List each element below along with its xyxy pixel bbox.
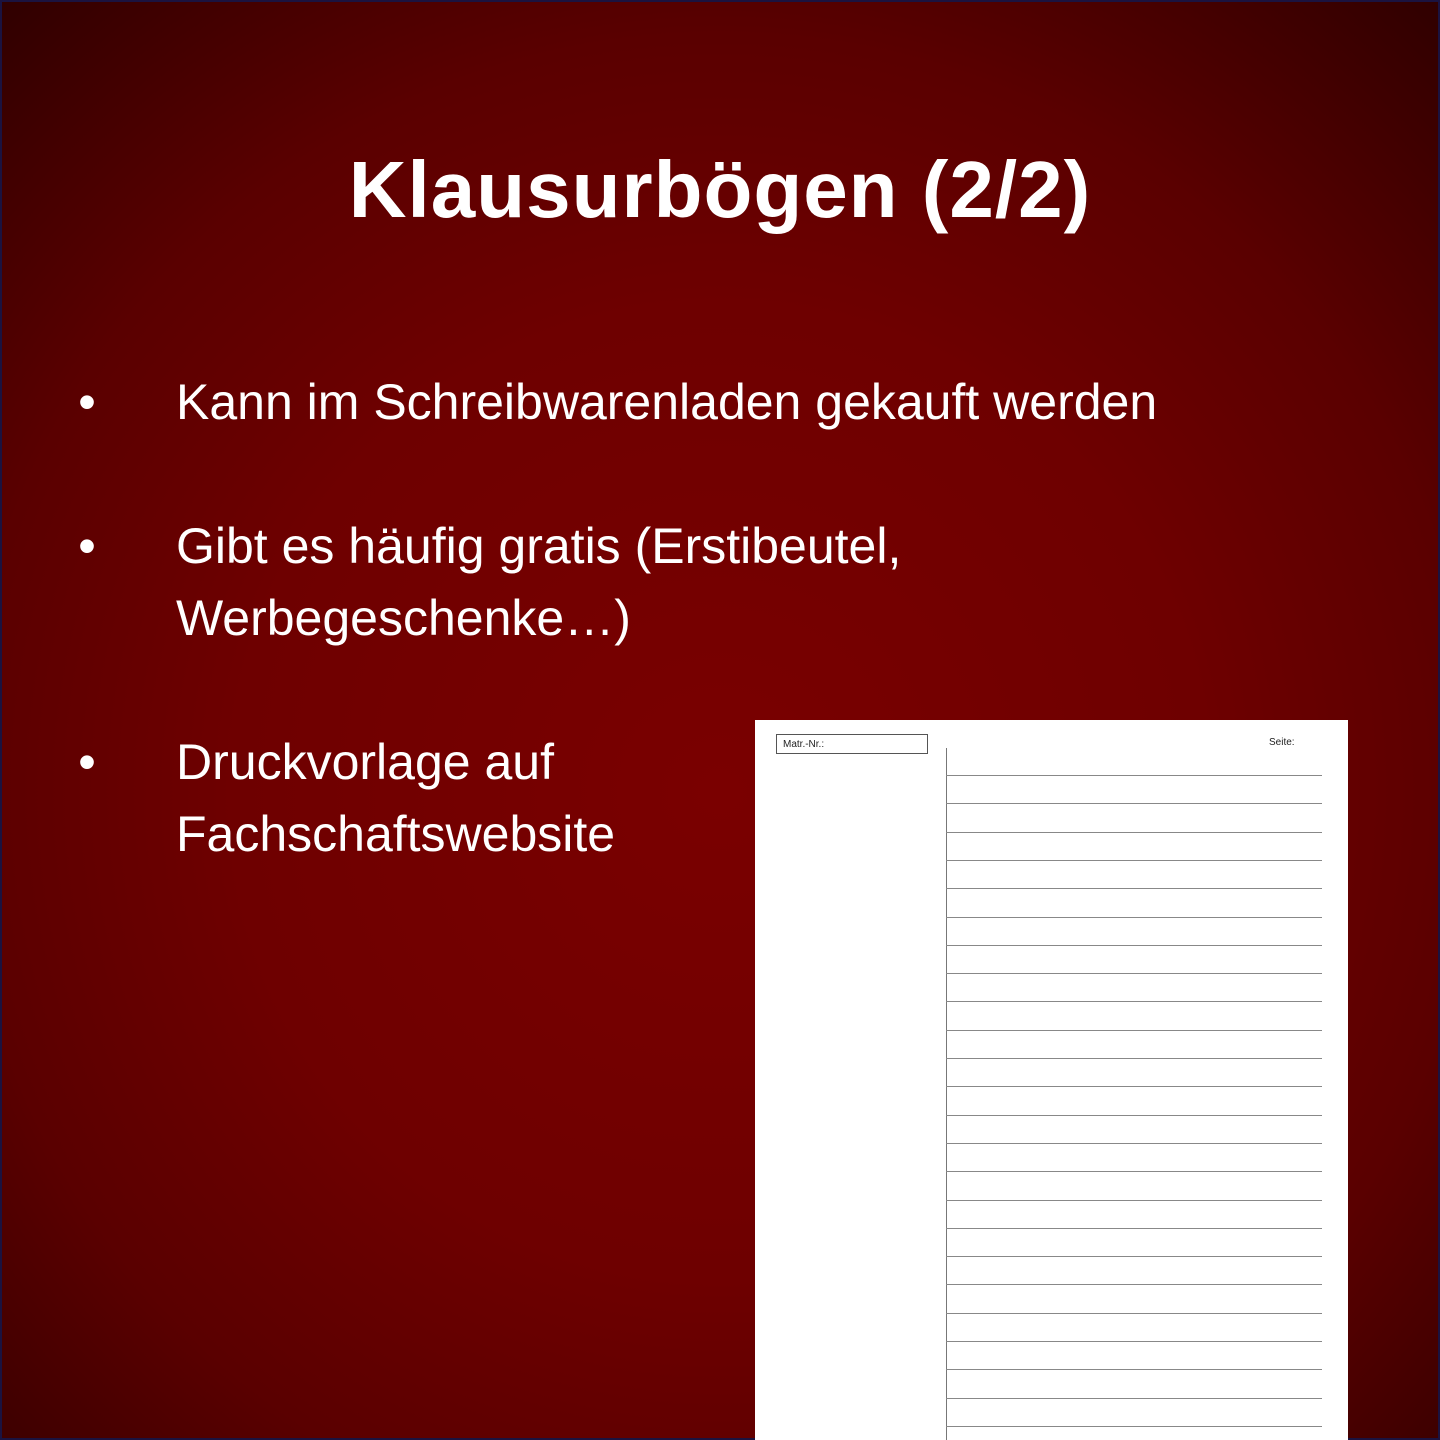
ruled-line [946,1313,1322,1314]
ruled-line [946,1369,1322,1370]
slide-title: Klausurbögen (2/2) [348,145,1092,234]
ruled-line [946,803,1322,804]
exam-sheet-image [755,720,1348,1440]
ruled-line [946,1256,1322,1257]
bullet-line: Gibt es häufig gratis (Erstibeutel, [176,518,902,574]
ruled-line [946,832,1322,833]
ruled-line [946,973,1322,974]
ruled-line [946,1200,1322,1201]
bullet-text [176,366,1157,438]
ruled-line [946,888,1322,889]
bullet-text [176,726,615,870]
ruled-line [946,1426,1322,1427]
ruled-line [946,945,1322,946]
bullet-line: Kann im Schreibwarenladen gekauft werden [176,374,1158,430]
ruled-line [946,1030,1322,1031]
bullet-line: Druckvorlage auf [176,734,554,790]
bullet-marker: • [78,734,96,790]
ruled-line [946,860,1322,861]
ruled-line [946,1284,1322,1285]
ruled-line [946,1143,1322,1144]
ruled-line [946,1341,1322,1342]
ruled-line [946,1115,1322,1116]
bullet-line: Fachschaftswebsite [176,806,616,862]
matr-nr-field: Matr.-Nr.: [776,734,928,754]
ruled-line [946,775,1322,776]
ruled-line [946,1086,1322,1087]
margin-line [946,748,947,1440]
ruled-line [946,1171,1322,1172]
ruled-line [946,1058,1322,1059]
bullet-marker: • [78,374,96,430]
bullet-text [176,510,901,654]
ruled-line [946,1398,1322,1399]
seite-label: Seite: [1269,737,1295,748]
bullet-marker: • [78,518,96,574]
ruled-line [946,1001,1322,1002]
ruled-line [946,917,1322,918]
bullet-line: Werbegeschenke…) [176,590,631,646]
ruled-line [946,1228,1322,1229]
